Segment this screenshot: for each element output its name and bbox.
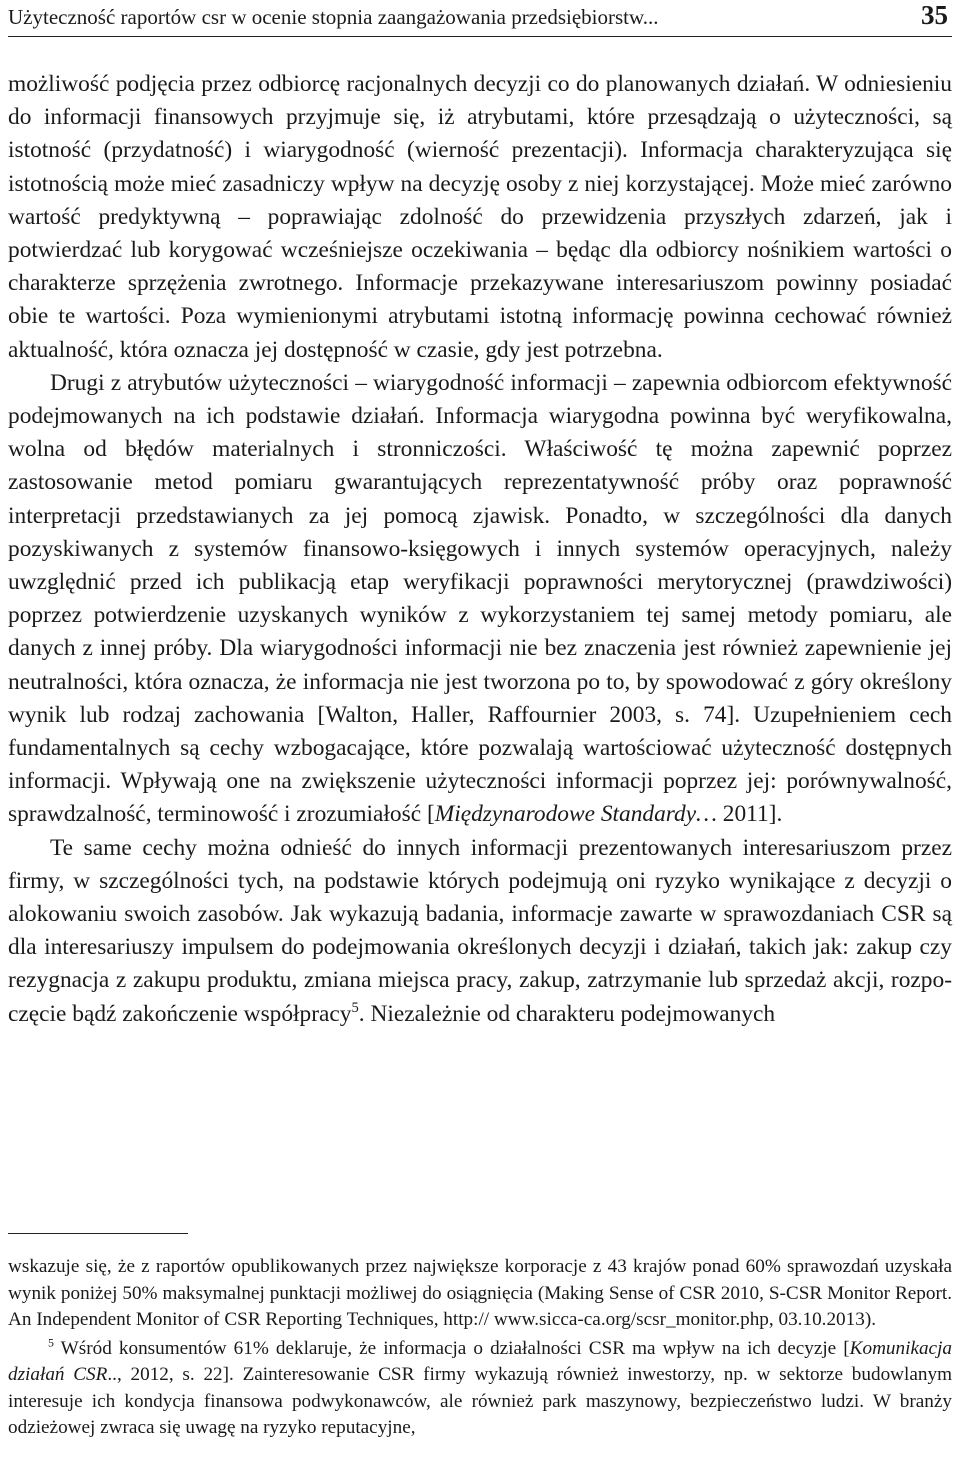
citation-standards: Międzynarodowe Standardy…	[434, 801, 717, 828]
paragraph-3	[8, 832, 952, 1031]
paragraph-2	[8, 367, 952, 832]
paragraph-2-text-b: 2011].	[716, 801, 783, 828]
citation-komunikacja: Komunikacja działań CSR	[8, 1337, 952, 1385]
paragraph-3-text-b: . Niezależnie od charakteru podejmowanych	[358, 1000, 776, 1027]
running-header	[8, 2, 952, 37]
page-number: 35	[921, 0, 948, 30]
footnote-ref-5: 5	[351, 999, 359, 1016]
footnote-separator	[8, 1233, 188, 1234]
footnote-5-text-b: .., 2012, s. 22]. Zainteresowanie CSR firmy wykazują również inwestorzy, np. w sektorze budowlanym interesuje ich kondycja finansowa podwykonawców, ale również park maszynowy, bezpieczeństwo ludzi. W branży odzieżowej zwraca się uwagę na ryzyko reputacyjne,	[8, 1364, 952, 1438]
paragraph-3-text-a: Te same cechy można odnieść do innych informacji prezentowanych interesariuszom przez firmy, w szczególności tych, na podstawie których podejmują oni ryzyko wynikające z decyzji o alokowaniu swoich zasobów. Jak wykazują badania, informacje zawarte w sprawozdaniach CSR są dla interesariuszy impulsem do podejmowania określonych decyzji i działań, takich jak: zakup czy rezygnacja z zakupu produktu, zmiana miejsca pracy, zakup, zatrzymanie lub sprzedaż akcji, rozpoczęcie bądź zakończenie współpracy	[8, 834, 952, 1027]
footnote-5	[8, 1336, 952, 1442]
footnote-5-mark: 5	[48, 1335, 54, 1350]
footnotes	[8, 1254, 952, 1442]
running-title: Użyteczność raportów csr w ocenie stopnia zaangażowania przedsiębiorstw...	[8, 5, 659, 29]
paragraph-2-text-a: Drugi z atrybutów użyteczności – wiarygodność informacji – zapewnia odbiorcom efektywność podejmowanych na ich podstawie działań. Informacja wiarygodna powinna być weryfikowalna, wolna od błędów materialnych i stronniczości. Właściwość tę można zapewnić poprzez zastosowanie metod pomiaru gwarantujących reprezentatywność próby oraz poprawność interpretacji przedstawianych za jej pomocą zjawisk. Ponadto, w szczególności dla danych pozyskiwanych z systemów finansowo-księgowych i innych systemów operacyjnych, należy uwzględnić przed ich publikacją etap weryfikacji poprawności merytorycznej (prawdziwości) poprzez potwierdzenie uzyskanych wyników z wykorzystaniem tej samej metody pomiaru, ale danych z innej próby. Dla wiarygodności informacji nie bez znaczenia jest również zapewnienie jej neutralności, która oznacza, że informacja nie jest tworzona po to, by spowodować z góry określony wynik lub rodzaj zachowania [Walton, Haller, Raffournier 2003, s. 74]. Uzupełnieniem cech fundamentalnych są cechy wzbogacające, które pozwalają wartościować użyteczność dostępnych informacji. Wpływają one na zwiększenie użyteczności informacji poprzez jej: porównywalność, sprawdzalność, terminowość i zrozumiałość [	[8, 369, 952, 828]
main-text	[8, 68, 952, 1031]
footnote-continued: wskazuje się, że z raportów opublikowanych przez największe korporacje z 43 krajów ponad 60% sprawozdań uzyskała wynik poniżej 50% maksymalnej punktacji możliwej do osiągnięcia (Making Sense of CSR 2010, S-CSR Monitor Report. An Independent Monitor of CSR Reporting Techniques, http:// www.sicca-ca.org/scsr_monitor.php, 03.10.2013).	[8, 1256, 952, 1330]
footnote-5-text-a: Wśród konsumentów 61% deklaruje, że informacja o działalności CSR ma wpływ na ich decyzje [	[53, 1337, 850, 1359]
paragraph-1: możliwość podjęcia przez odbiorcę racjonalnych decyzji co do planowanych działań. W odniesieniu do informacji finansowych przyjmuje się, iż atrybutami, które przesądzają o użyteczności, są istotność (przydatność) i wiarygodność (wierność prezentacji). Informacja charakteryzująca się istotnością może mieć zasadniczy wpływ na decyzję osoby z niej korzystającej. Może mieć zarówno wartość predyktywną – poprawiając zdolność do przewidzenia przyszłych zdarzeń, jak i potwierdzać lub korygować wcześniejsze oczekiwania – będąc dla odbiorcy nośnikiem wartości o charakterze sprzężenia zwrotnego. Informacje przekazywane interesariuszom powinny posiadać obie te wartości. Poza wymienionymi atrybutami istotną informację powinna cechować również aktualność, która oznacza jej dostępność w czasie, gdy jest potrzebna.	[8, 71, 952, 363]
